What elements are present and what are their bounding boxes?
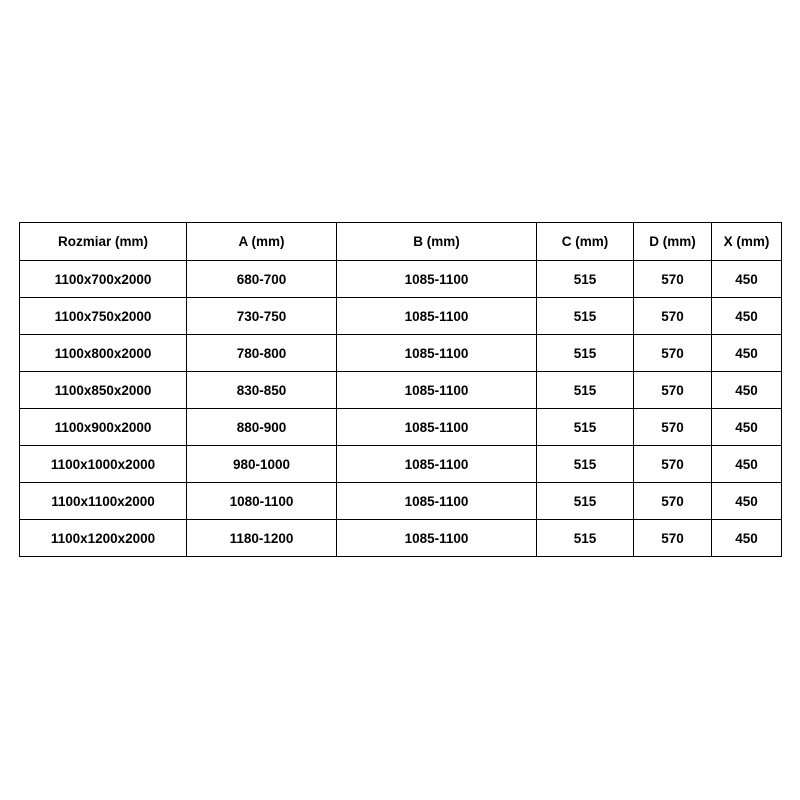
cell-b: 1085-1100 xyxy=(337,261,537,298)
cell-rozmiar: 1100x800x2000 xyxy=(20,335,187,372)
column-header-b: B (mm) xyxy=(337,223,537,261)
cell-b: 1085-1100 xyxy=(337,520,537,557)
table-row xyxy=(20,372,782,409)
size-table-container xyxy=(19,222,781,557)
cell-x: 450 xyxy=(712,372,782,409)
cell-rozmiar: 1100x1200x2000 xyxy=(20,520,187,557)
cell-c: 515 xyxy=(537,372,634,409)
cell-d: 570 xyxy=(634,409,712,446)
cell-x: 450 xyxy=(712,409,782,446)
table-header xyxy=(20,223,782,261)
table-row xyxy=(20,335,782,372)
cell-d: 570 xyxy=(634,261,712,298)
cell-a: 780-800 xyxy=(187,335,337,372)
cell-rozmiar: 1100x900x2000 xyxy=(20,409,187,446)
cell-d: 570 xyxy=(634,446,712,483)
cell-x: 450 xyxy=(712,483,782,520)
cell-b: 1085-1100 xyxy=(337,446,537,483)
table-row xyxy=(20,483,782,520)
cell-b: 1085-1100 xyxy=(337,298,537,335)
column-header-d: D (mm) xyxy=(634,223,712,261)
cell-b: 1085-1100 xyxy=(337,372,537,409)
cell-c: 515 xyxy=(537,483,634,520)
table-row xyxy=(20,298,782,335)
cell-x: 450 xyxy=(712,261,782,298)
cell-d: 570 xyxy=(634,372,712,409)
cell-rozmiar: 1100x850x2000 xyxy=(20,372,187,409)
cell-c: 515 xyxy=(537,261,634,298)
cell-a: 980-1000 xyxy=(187,446,337,483)
column-header-x: X (mm) xyxy=(712,223,782,261)
cell-a: 1080-1100 xyxy=(187,483,337,520)
cell-x: 450 xyxy=(712,446,782,483)
table-row xyxy=(20,261,782,298)
cell-b: 1085-1100 xyxy=(337,483,537,520)
cell-a: 730-750 xyxy=(187,298,337,335)
column-header-rozmiar: Rozmiar (mm) xyxy=(20,223,187,261)
cell-d: 570 xyxy=(634,335,712,372)
cell-a: 830-850 xyxy=(187,372,337,409)
size-table xyxy=(19,222,782,557)
cell-a: 1180-1200 xyxy=(187,520,337,557)
cell-rozmiar: 1100x750x2000 xyxy=(20,298,187,335)
cell-x: 450 xyxy=(712,520,782,557)
table-row xyxy=(20,446,782,483)
cell-x: 450 xyxy=(712,335,782,372)
cell-d: 570 xyxy=(634,298,712,335)
column-header-a: A (mm) xyxy=(187,223,337,261)
cell-d: 570 xyxy=(634,483,712,520)
cell-rozmiar: 1100x700x2000 xyxy=(20,261,187,298)
cell-c: 515 xyxy=(537,298,634,335)
cell-b: 1085-1100 xyxy=(337,335,537,372)
table-body xyxy=(20,261,782,557)
cell-c: 515 xyxy=(537,335,634,372)
table-row xyxy=(20,409,782,446)
cell-rozmiar: 1100x1100x2000 xyxy=(20,483,187,520)
cell-c: 515 xyxy=(537,520,634,557)
table-header-row xyxy=(20,223,782,261)
cell-rozmiar: 1100x1000x2000 xyxy=(20,446,187,483)
cell-c: 515 xyxy=(537,446,634,483)
table-row xyxy=(20,520,782,557)
cell-a: 880-900 xyxy=(187,409,337,446)
column-header-c: C (mm) xyxy=(537,223,634,261)
cell-c: 515 xyxy=(537,409,634,446)
cell-b: 1085-1100 xyxy=(337,409,537,446)
cell-d: 570 xyxy=(634,520,712,557)
cell-a: 680-700 xyxy=(187,261,337,298)
cell-x: 450 xyxy=(712,298,782,335)
